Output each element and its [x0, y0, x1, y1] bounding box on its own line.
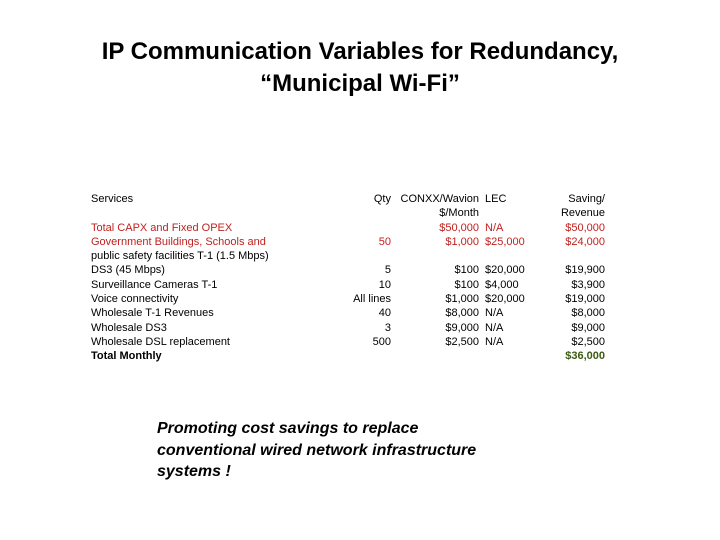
table-row — [88, 278, 608, 292]
cell-service: Government Buildings, Schools and — [91, 235, 266, 248]
cell-service: public safety facilities T-1 (1.5 Mbps) — [91, 250, 269, 263]
cell-saving: $19,900 — [565, 264, 605, 277]
cell-saving — [540, 249, 608, 263]
cell-saving: $3,900 — [571, 278, 605, 291]
slide-title-line-1: IP Communication Variables for Redundancy, — [101, 38, 619, 65]
cell-qty: 40 — [378, 307, 391, 320]
cell-conxx-cost: $2,500 — [445, 335, 479, 348]
total-label: Total Monthly — [91, 350, 162, 363]
cell-lec-cost: N/A — [485, 321, 504, 334]
table-row — [88, 292, 608, 306]
header-conxx-wavion: CONXX/Wavion — [400, 193, 479, 205]
cell-qty: 5 — [384, 264, 391, 277]
cell-qty: 3 — [384, 321, 391, 334]
header-saving: Saving/ — [568, 193, 605, 205]
cell-saving: $8,000 — [571, 307, 605, 320]
total-saving: $36,000 — [565, 350, 605, 363]
cell-qty: 50 — [378, 235, 391, 248]
cell-qty: 10 — [378, 278, 391, 291]
cell-qty — [334, 221, 394, 235]
cell-service: Wholesale T-1 Revenues — [91, 307, 214, 320]
total-lec-empty — [482, 349, 540, 363]
table-row — [88, 235, 608, 249]
header-revenue: Revenue — [560, 207, 605, 220]
header-lec: LEC — [485, 193, 507, 205]
cell-conxx-cost: $9,000 — [445, 321, 479, 334]
cell-saving: $50,000 — [565, 221, 605, 234]
slide-title — [0, 36, 720, 100]
table-header-row-2 — [88, 206, 608, 220]
header-services: Services — [91, 193, 134, 205]
cell-saving: $19,000 — [565, 293, 605, 306]
cell-lec-cost: $20,000 — [485, 264, 525, 277]
cost-comparison-table — [88, 192, 608, 364]
cell-saving: $24,000 — [565, 235, 605, 248]
table-row — [88, 263, 608, 277]
cell-conxx-cost: $100 — [454, 278, 479, 291]
cell-lec-cost: $25,000 — [485, 235, 525, 248]
table-row — [88, 249, 608, 263]
header-per-month: $/Month — [439, 207, 479, 220]
total-qty-empty — [334, 349, 394, 363]
cell-conxx-cost: $50,000 — [439, 221, 479, 234]
table-row — [88, 221, 608, 235]
caption-line-2: conventional wired network infrastructure — [157, 441, 477, 459]
cell-lec-cost: $20,000 — [485, 293, 525, 306]
caption-line-1: Promoting cost savings to replace — [157, 420, 419, 437]
cell-qty — [334, 249, 394, 263]
cell-conxx-cost — [394, 249, 482, 263]
table-row — [88, 321, 608, 335]
cell-conxx-cost: $1,000 — [445, 235, 479, 248]
cell-saving: $2,500 — [571, 335, 605, 348]
cell-lec-cost: N/A — [485, 335, 504, 348]
cell-service: Wholesale DS3 — [91, 321, 167, 334]
cell-service: Wholesale DSL replacement — [91, 335, 230, 348]
cell-service: Voice connectivity — [91, 293, 179, 306]
table-header-row — [88, 192, 608, 206]
table-row — [88, 335, 608, 349]
cell-service: Surveillance Cameras T-1 — [91, 278, 218, 291]
cell-lec-cost: N/A — [485, 221, 504, 234]
table-row — [88, 306, 608, 320]
cell-lec-cost — [482, 249, 540, 263]
cell-lec-cost: N/A — [485, 307, 504, 320]
cell-qty: All lines — [353, 293, 391, 306]
cell-saving: $9,000 — [571, 321, 605, 334]
promo-caption — [157, 418, 577, 483]
cell-conxx-cost: $1,000 — [445, 293, 479, 306]
cell-qty: 500 — [372, 335, 391, 348]
caption-line-3: systems ! — [157, 463, 231, 480]
slide-title-line-2: “Municipal Wi-Fi” — [260, 70, 460, 97]
header-qty: Qty — [373, 193, 391, 205]
total-row — [88, 349, 608, 363]
cell-conxx-cost: $100 — [454, 264, 479, 277]
total-conxx-empty — [394, 349, 482, 363]
cell-lec-cost: $4,000 — [485, 278, 519, 291]
cell-conxx-cost: $8,000 — [445, 307, 479, 320]
cell-service: DS3 (45 Mbps) — [91, 264, 165, 277]
cell-service: Total CAPX and Fixed OPEX — [91, 221, 233, 234]
